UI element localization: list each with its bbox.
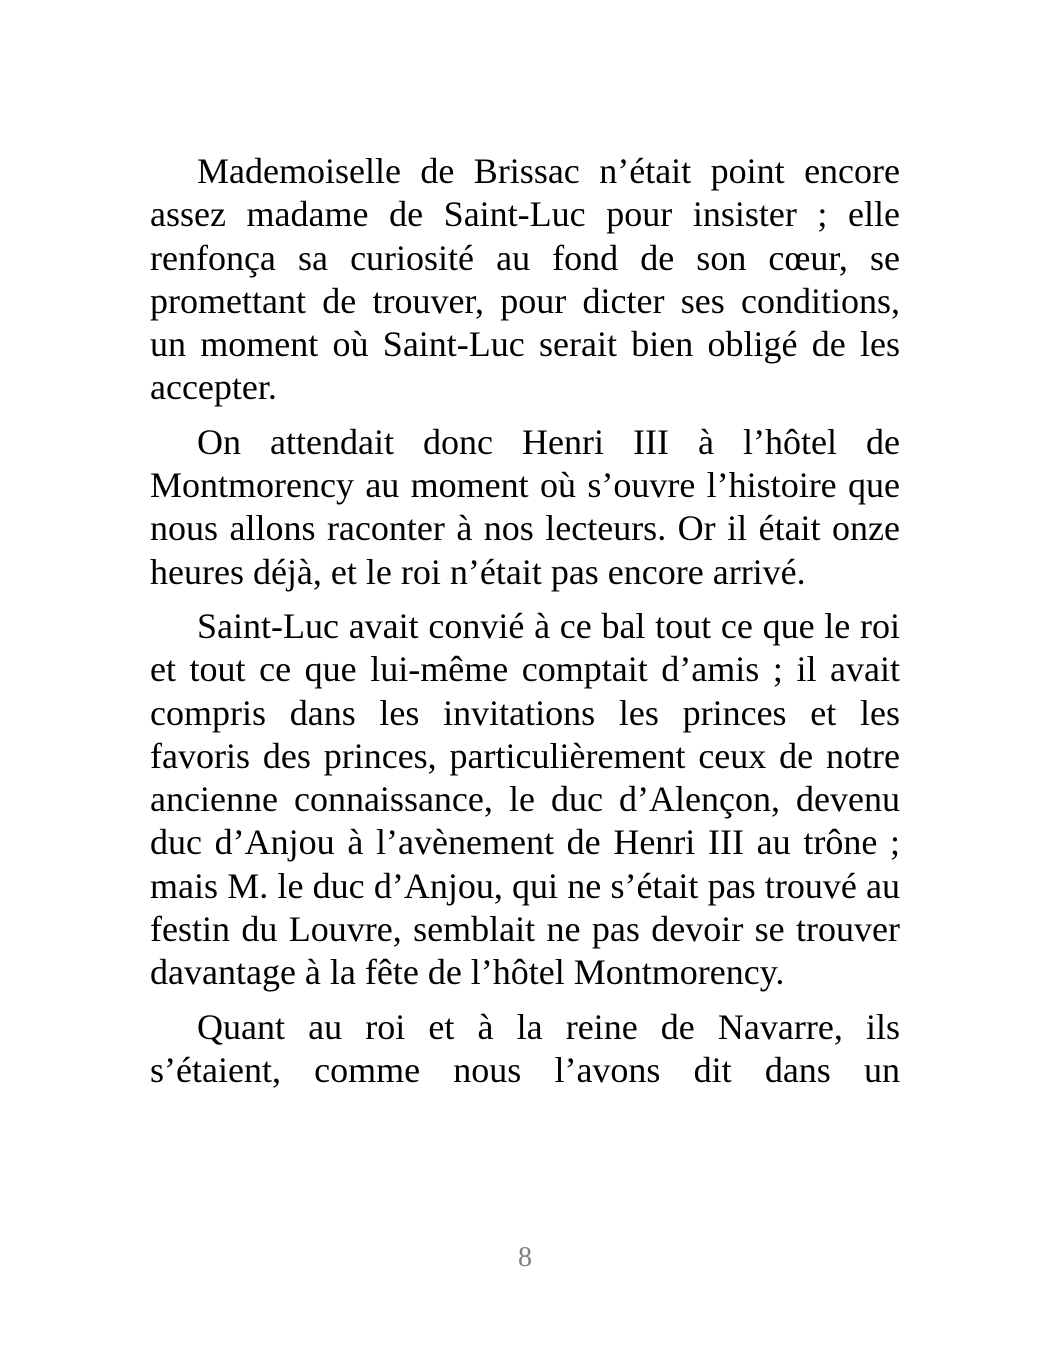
page-number: 8 (518, 1242, 532, 1273)
paragraph: Saint-Luc avait convié à ce bal tout ce que le roi et tout ce que lui-même comptait d’amis ; il avait compris dans les invitations les princes et les favoris des princes, particulièrement ceux de notre ancienne connaissance, le duc d’Alençon, devenu duc d’Anjou à l’avènement de Henri III au trône ; mais M. le duc d’Anjou, qui ne s’était pas trouvé au festin du Louvre, semblait ne pas devoir se trouver davantage à la fête de l’hôtel Montmorency. (150, 605, 900, 993)
paragraph: Mademoiselle de Brissac n’était point encore assez madame de Saint-Luc pour insister ; elle renfonça sa curiosité au fond de son cœur, se promettant de trouver, pour dicter ses conditions, un moment où Saint-Luc serait bien obligé de les accepter. (150, 151, 900, 408)
body-text (150, 150, 900, 1092)
paragraph: On attendait donc Henri III à l’hôtel de Montmorency au moment où s’ouvre l’histoire que nous allons raconter à nos lecteurs. Or il était onze heures déjà, et le roi n’était pas encore arrivé. (150, 421, 900, 592)
paragraph: Quant au roi et à la reine de Navarre, ils s’étaient, comme nous l’avons dit dans un (150, 1006, 900, 1090)
